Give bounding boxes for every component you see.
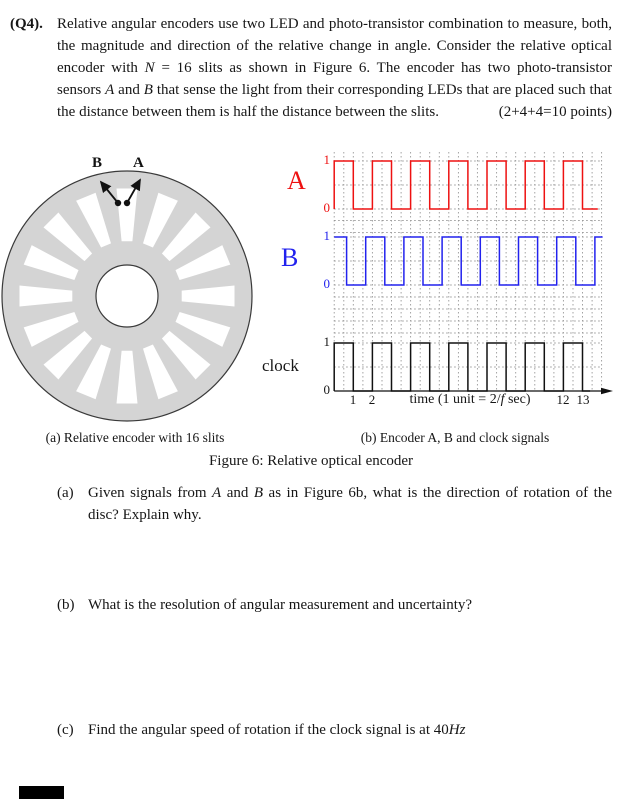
b-ytick-1: 1 [323,228,330,243]
clock-ytick-1: 1 [323,334,330,349]
part-a [57,482,612,526]
part-b [57,594,612,616]
a-ytick-0: 0 [323,200,330,215]
part-c-label: (c) [57,722,74,738]
sensor-a-dot [124,200,130,206]
part-a-label: (a) [57,485,74,501]
xtick-1: 1 [349,392,357,407]
disc-sensor-b-label: B [92,155,103,171]
question-number: (Q4). [10,16,43,32]
part-b-label: (b) [57,597,75,613]
part-c-text: Find the angular speed of rotation if the clock signal is at 40Hz [88,722,466,738]
question-text: Relative angular encoders use two LED and photo-transistor combination to measure, both, the magnitude and direction of the relative change in angle. Consider the relative optical encoder with N = 16 slits as shown in Figure 6. The encoder has two photo-transistor sensors A and B that sense the light from their corresponding LEDs that are placed such that the distance between them is half the distance between the slits. [57,16,612,120]
part-a-text: Given signals from A and B as in Figure 6b, what is the direction of rotation of the disc? Explain why. [88,485,612,523]
xtick-12: 12 [556,392,570,407]
part-c [57,719,612,741]
a-ytick-1: 1 [323,152,330,167]
time-axis-label: time (1 unit = 2/f sec) [409,392,531,407]
sensor-b-dot [115,200,121,206]
subcaption-a: (a) Relative encoder with 16 slits [45,430,225,445]
page-end-rule [19,786,64,799]
question-block [10,13,612,123]
encoder-disc-figure [0,150,280,440]
clock-label: clock [262,356,299,375]
signal-b-label: B [281,243,299,272]
part-b-text: What is the resolution of angular measurement and uncertainty? [88,597,473,613]
signal-a-label: A [287,166,306,195]
points-label: (2+4+4=10 points) [493,101,612,123]
clock-ytick-0: 0 [323,382,330,397]
xtick-2: 2 [368,392,376,407]
b-ytick-0: 0 [323,276,330,291]
signal-plots [255,145,622,415]
disc-sensor-a-label: A [133,155,144,171]
figure-caption: Figure 6: Relative optical encoder [208,453,414,469]
subcaption-b: (b) Encoder A, B and clock signals [360,430,550,445]
xtick-13: 13 [576,392,590,407]
question-body [57,13,612,123]
disc-with-slits [2,171,252,421]
